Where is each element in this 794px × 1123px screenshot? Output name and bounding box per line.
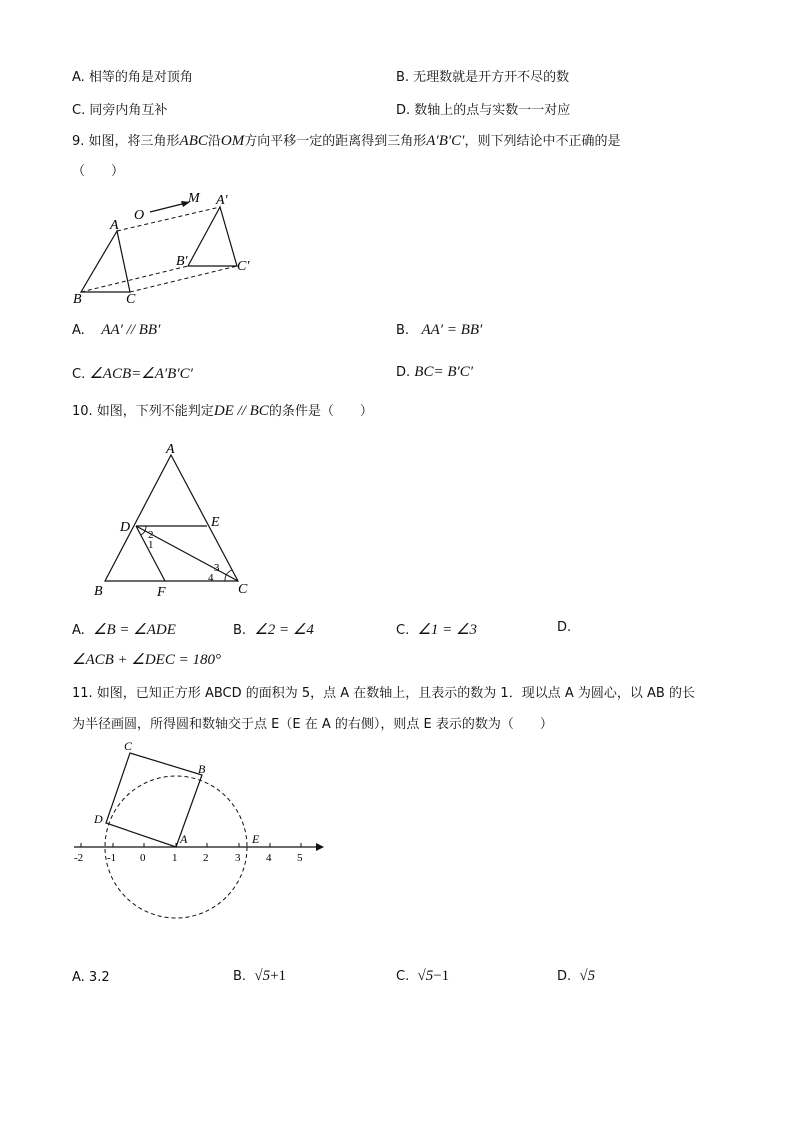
q10-option-a-label: A. bbox=[72, 623, 85, 638]
q11-option-c bbox=[396, 968, 449, 985]
q10-figure bbox=[90, 440, 260, 605]
q9-option-d bbox=[396, 364, 473, 381]
q11-tick-label-4: 4 bbox=[266, 852, 272, 864]
q11-tick-label-1: 1 bbox=[172, 852, 178, 864]
q9-option-b bbox=[396, 322, 482, 339]
q11-option-b-label: B. bbox=[233, 969, 247, 984]
q11-option-c-math: √5−1 bbox=[417, 968, 450, 984]
q9-dashed-aa bbox=[117, 207, 220, 231]
q9-label-b-prime: B′ bbox=[176, 254, 188, 269]
q9-option-a bbox=[72, 322, 160, 339]
q11-option-d bbox=[557, 968, 595, 985]
q10-angle-label-4: 4 bbox=[208, 572, 214, 584]
q10-option-b-math: ∠2 = ∠4 bbox=[254, 622, 314, 638]
q10-option-b bbox=[233, 620, 314, 639]
q10-option-c-label: C. bbox=[396, 623, 410, 638]
q10-text-before: 10. 如图，下列不能判定 bbox=[72, 404, 214, 419]
q10-angle-label-2: 2 bbox=[148, 529, 154, 541]
q11-option-b-math: √5+1 bbox=[254, 968, 287, 984]
q9-option-d-label: D. bbox=[396, 365, 411, 380]
q10-option-c bbox=[396, 620, 477, 639]
q9-label-c: C bbox=[126, 292, 136, 307]
q10-option-d-label: D. bbox=[557, 620, 572, 635]
q11-question-line1: 11. 如图，已知正方形 ABCD 的面积为 5，点 A 在数轴上，且表示的数为 1．现以点 A 为圆心，以 AB 的长 bbox=[72, 686, 695, 701]
q9-arrow-om bbox=[150, 203, 186, 212]
q11-tick-label-0: 0 bbox=[140, 852, 146, 864]
q9-text-before: 9. 如图，将三角形 bbox=[72, 134, 180, 149]
q9-om: OM bbox=[220, 133, 245, 149]
q11-option-b-tail: +1 bbox=[270, 968, 287, 984]
q11-question-line2: 为半径画圆，所得圆和数轴交于点 E（E 在 A 的右侧），则点 E 表示的数为（ ） bbox=[72, 717, 553, 732]
q10-de-bc: DE // BC bbox=[213, 403, 269, 419]
q11-option-d-label: D. bbox=[557, 969, 572, 984]
q8-option-a: A. 相等的角是对顶角 bbox=[72, 70, 193, 85]
q8-option-b: B. 无理数就是开方开不尽的数 bbox=[396, 70, 570, 85]
q10-angle-label-3: 3 bbox=[214, 562, 220, 574]
q11-tick-label-m1: -1 bbox=[107, 852, 117, 864]
q9-abc: ABC bbox=[179, 133, 208, 149]
q11-label-b: B bbox=[198, 762, 206, 776]
q9-label-a: A bbox=[110, 218, 119, 233]
q11-option-c-label: C. bbox=[396, 969, 410, 984]
q9-figure bbox=[70, 188, 270, 308]
q9-triangle-abc bbox=[81, 231, 130, 292]
q9-text-mid1: 沿 bbox=[207, 134, 221, 149]
q11-option-d-math: √5 bbox=[579, 968, 596, 984]
q9-option-a-label: A. bbox=[72, 323, 85, 338]
q9-label-b: B bbox=[73, 292, 82, 307]
q9-dashed-bb bbox=[81, 266, 188, 292]
q11-square-abcd bbox=[106, 753, 202, 847]
q10-label-e: E bbox=[211, 515, 220, 530]
q9-option-c bbox=[72, 364, 193, 383]
q9-text-after: ，则下列结论中不正确的是 bbox=[464, 134, 621, 149]
q11-tick-label-3: 3 bbox=[235, 852, 241, 864]
q9-option-c-label: C. bbox=[72, 367, 86, 382]
q10-option-d-expression: ∠ACB + ∠DEC = 180° bbox=[72, 652, 221, 668]
q9-answer-paren: （ ） bbox=[72, 164, 125, 179]
q9-option-b-label: B. bbox=[396, 323, 410, 338]
q9-abc-prime: A′B′C′ bbox=[426, 133, 465, 149]
q9-question bbox=[72, 130, 620, 150]
q11-tick-label-m2: -2 bbox=[74, 852, 84, 864]
q9-label-o: O bbox=[134, 208, 145, 223]
q11-number-line-arrow bbox=[316, 843, 324, 851]
q10-option-a bbox=[72, 620, 176, 639]
q11-option-b-radicand: 5 bbox=[262, 968, 271, 984]
q10-angle-label-1: 1 bbox=[148, 539, 154, 551]
q10-arc-2 bbox=[145, 526, 146, 531]
q10-option-d-math bbox=[72, 650, 221, 669]
q10-label-c: C bbox=[238, 582, 248, 597]
q10-label-f: F bbox=[157, 585, 166, 600]
q10-text-after: 的条件是（ ） bbox=[268, 404, 373, 419]
q11-option-b bbox=[233, 968, 286, 985]
q11-option-c-tail: −1 bbox=[433, 968, 450, 984]
q10-label-a: A bbox=[166, 442, 175, 457]
q9-label-m: M bbox=[188, 191, 200, 206]
q11-option-d-radicand: 5 bbox=[587, 968, 596, 984]
q9-option-b-math: AA′ = BB′ bbox=[421, 322, 483, 338]
q10-question bbox=[72, 400, 373, 420]
q10-arc-1 bbox=[141, 531, 145, 535]
q11-figure bbox=[70, 735, 332, 925]
q9-dashed-cc bbox=[130, 266, 237, 292]
q11-option-c-radicand: 5 bbox=[425, 968, 434, 984]
q8-option-d: D. 数轴上的点与实数一一对应 bbox=[396, 103, 571, 118]
q10-option-c-math: ∠1 = ∠3 bbox=[417, 622, 478, 638]
q10-arc-3 bbox=[226, 570, 232, 575]
q11-label-a: A bbox=[180, 832, 188, 846]
q9-triangle-abc-prime bbox=[188, 207, 237, 266]
q9-label-c-prime: C′ bbox=[237, 259, 250, 274]
q9-option-c-math: ∠ACB=∠A′B′C′ bbox=[89, 366, 193, 382]
q11-label-d: D bbox=[94, 812, 103, 826]
q10-arc-4 bbox=[225, 575, 226, 581]
q11-label-c: C bbox=[124, 739, 133, 753]
q10-label-b: B bbox=[94, 584, 103, 599]
q10-label-d: D bbox=[120, 520, 131, 535]
q9-label-a-prime: A′ bbox=[216, 193, 228, 208]
q10-option-a-math: ∠B = ∠ADE bbox=[93, 622, 176, 638]
q11-tick-label-5: 5 bbox=[297, 852, 303, 864]
q9-option-d-math: BC= B′C′ bbox=[414, 364, 474, 380]
q9-text-mid2: 方向平移一定的距离得到三角形 bbox=[244, 134, 427, 149]
q8-option-c: C. 同旁内角互补 bbox=[72, 103, 168, 118]
q11-tick-label-2: 2 bbox=[203, 852, 209, 864]
q9-option-a-math: AA′ // BB′ bbox=[101, 322, 161, 338]
q11-option-a: A. 3.2 bbox=[72, 970, 110, 985]
q10-option-b-label: B. bbox=[233, 623, 247, 638]
q11-label-e: E bbox=[252, 832, 260, 846]
